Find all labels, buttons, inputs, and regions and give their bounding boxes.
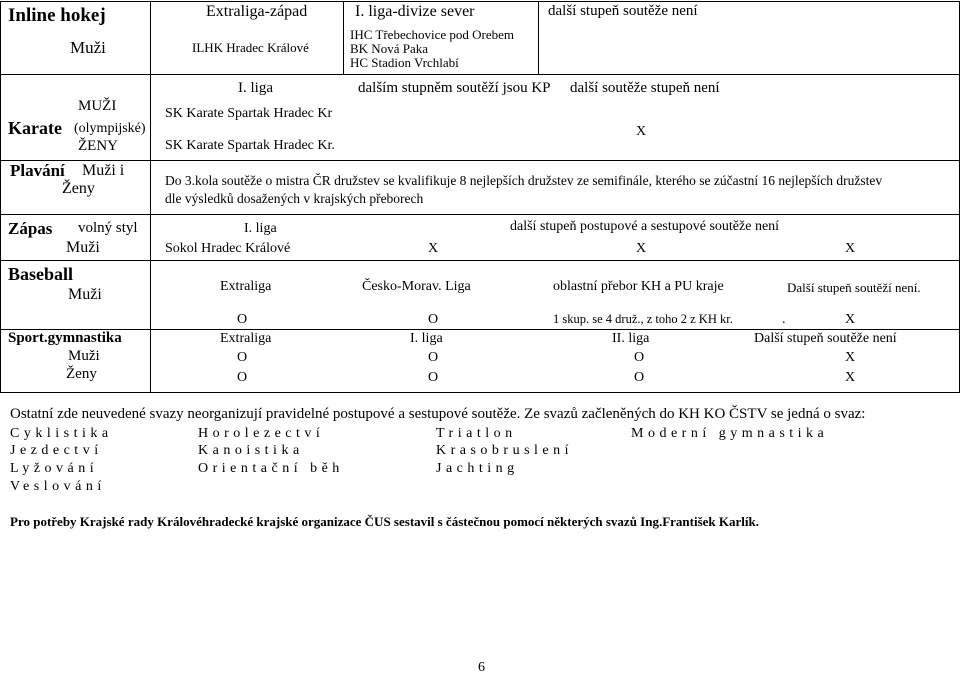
gym-header: I. liga: [410, 331, 443, 346]
category-muzi: Muži: [70, 38, 106, 57]
hokej-header-extraliga: Extraliga-západ: [206, 3, 308, 20]
gym-cell: O: [237, 350, 248, 365]
grid-line: [0, 329, 960, 330]
grid-line: [538, 1, 539, 74]
baseball-league: Další stupeň soutěží není.: [787, 280, 921, 295]
category-muzi: Muži: [68, 348, 100, 364]
gym-header: Extraliga: [220, 331, 272, 346]
karate-header-kp: dalším stupněm soutěží jsou KP: [358, 80, 551, 96]
gym-header: Další stupeň soutěže není: [754, 331, 897, 346]
sport-plavani: Plavání: [10, 161, 65, 180]
gym-cell: X: [845, 350, 856, 365]
svaz-name: Lyžování: [10, 461, 99, 476]
gym-cell: O: [634, 350, 645, 365]
gym-cell: O: [237, 370, 248, 385]
grid-line: [0, 260, 960, 261]
hokej-team: HC Stadion Vrchlabí: [350, 55, 459, 70]
svaz-name: Triatlon: [436, 426, 517, 441]
sport-gymnastika: Sport.gymnastika: [8, 330, 122, 346]
zapas-team: Sokol Hradec Králové: [165, 241, 291, 256]
hokej-header-liga: I. liga-divize sever: [355, 3, 475, 20]
zapas-x: X: [845, 241, 856, 256]
baseball-cell: 1 skup. se 4 druž., z toho 2 z KH kr.: [553, 312, 733, 326]
zapas-header-next: další stupeň postupové a sestupové soutěže není: [510, 219, 780, 234]
zapas-x: X: [636, 241, 647, 256]
sport-baseball: Baseball: [8, 264, 74, 284]
zapas-style: volný styl: [78, 220, 138, 236]
gym-header: II. liga: [612, 331, 650, 346]
zapas-x: X: [428, 241, 439, 256]
grid-line: [0, 392, 960, 393]
grid-line: [0, 74, 960, 75]
svaz-name: Moderní gymnastika: [631, 426, 829, 441]
karate-olympic-note: (olympijské): [74, 121, 146, 136]
category-zeny: ŽENY: [78, 138, 118, 154]
hokej-team: IHC Třebechovice pod Orebem: [350, 27, 515, 42]
gym-cell: O: [428, 350, 439, 365]
svaz-name: Cyklistika: [10, 426, 113, 441]
footer-credit: Pro potřeby Krajské rady Královéhradecké krajské organizace ČUS sestavil s částečnou pomocí některých svazů Ing.František Karlík.: [10, 514, 759, 529]
category-zeny: Ženy: [62, 180, 95, 197]
svaz-name: Jachting: [436, 461, 519, 476]
grid-line: [0, 1, 1, 393]
grid-line: [0, 1, 960, 2]
footer-intro: Ostatní zde neuvedené svazy neorganizují pravidelné postupové a sestupové soutěže. Ze svazů začleněných do KH KO ČSTV se jedná o svaz:: [10, 406, 866, 422]
gym-cell: O: [634, 370, 645, 385]
sport-zapas: Zápas: [8, 219, 53, 238]
svaz-name: Krasobruslení: [436, 443, 574, 458]
svaz-name: Horolezectví: [198, 426, 325, 441]
category-zeny: Ženy: [66, 366, 97, 382]
karate-club: SK Karate Spartak Hradec Kr: [165, 106, 333, 121]
grid-line: [0, 214, 960, 215]
category-muzi: Muži: [68, 286, 102, 303]
sport-karate: Karate: [8, 118, 62, 138]
svaz-name: Veslování: [10, 479, 106, 494]
gym-cell: X: [845, 370, 856, 385]
svaz-name: Jezdectví: [10, 443, 103, 458]
baseball-cell: O: [428, 312, 439, 327]
baseball-league: oblastní přebor KH a PU kraje: [553, 279, 724, 294]
gym-cell: O: [428, 370, 439, 385]
zapas-header-liga: I. liga: [244, 221, 277, 236]
baseball-cell: .: [782, 312, 786, 327]
plavani-text: Do 3.kola soutěže o mistra ČR družstev se kvalifikuje 8 nejlepších družstev ze semifinále, kterého se zúčastní 16 nejlepších družstev: [165, 173, 883, 188]
hokej-team: BK Nová Paka: [350, 41, 428, 56]
baseball-league: Extraliga: [220, 279, 272, 294]
grid-line: [0, 160, 960, 161]
karate-club: SK Karate Spartak Hradec Kr.: [165, 138, 335, 153]
svaz-name: Kanoistika: [198, 443, 304, 458]
karate-header-next: další soutěže stupeň není: [570, 80, 720, 96]
karate-x: X: [636, 124, 647, 139]
baseball-cell: O: [237, 312, 248, 327]
page-number: 6: [478, 660, 485, 675]
plavani-text: dle výsledků dosažených v krajských přeborech: [165, 191, 424, 206]
hokej-team: ILHK Hradec Králové: [192, 40, 309, 55]
baseball-league: Česko-Morav. Liga: [362, 279, 471, 294]
karate-header-liga: I. liga: [238, 80, 273, 96]
category-muzi-i: Muži i: [82, 162, 125, 179]
category-muzi: MUŽI: [78, 98, 117, 114]
category-muzi: Muži: [66, 239, 100, 256]
hokej-header-next: další stupeň soutěže není: [548, 3, 698, 19]
baseball-cell: X: [845, 312, 856, 327]
svaz-name: Orientační běh: [198, 461, 344, 476]
sport-inline-hokej: Inline hokej: [8, 5, 106, 26]
grid-line: [343, 1, 344, 74]
grid-line: [150, 1, 151, 393]
